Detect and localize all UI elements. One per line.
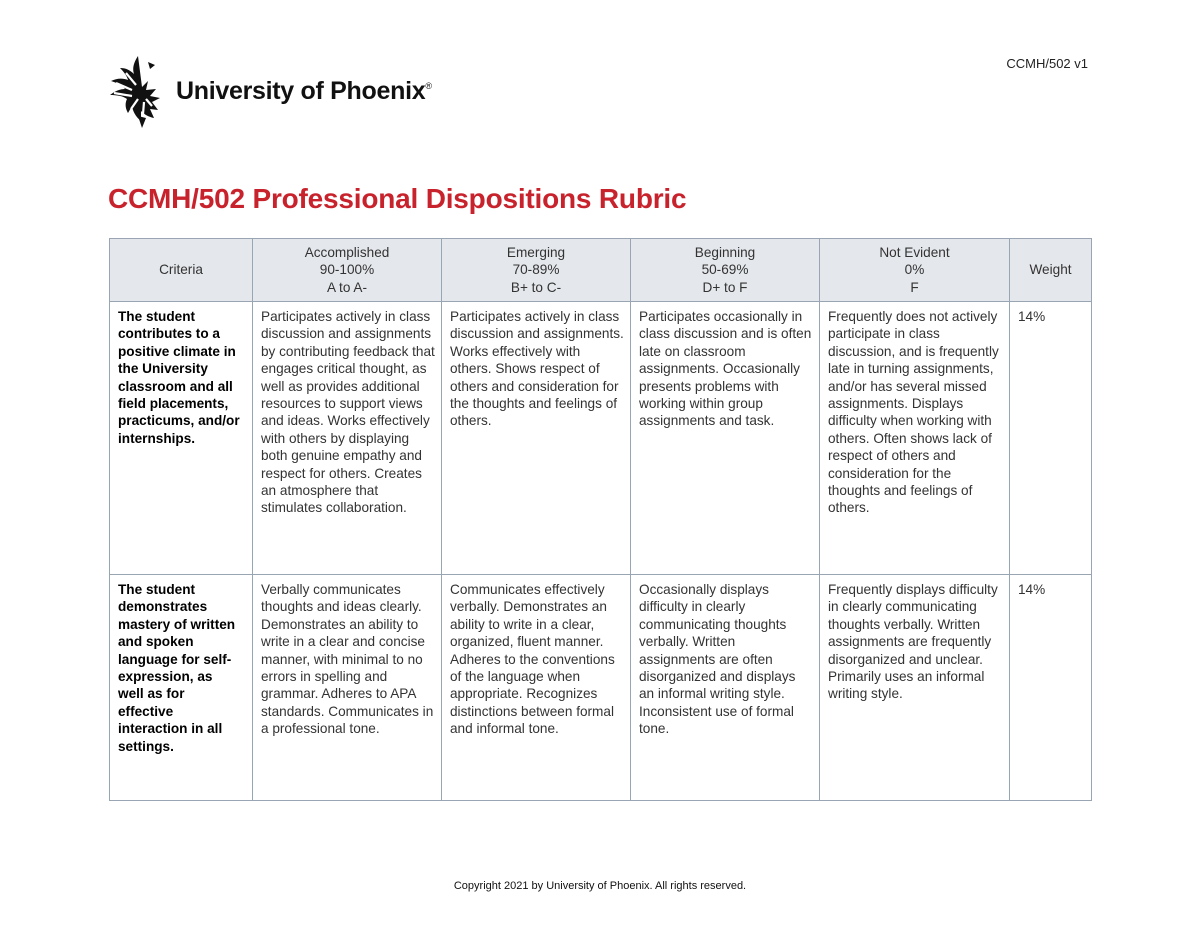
accomplished-cell: Verbally communicates thoughts and ideas clearly. Demonstrates an ability to write in a clear and concise manner, with minimal to no errors in spelling and grammar. Adheres to APA standards. Communicates in a professional tone. bbox=[253, 575, 442, 801]
not-evident-cell: Frequently does not actively participate in class discussion, and is frequently late in turning assignments, and/or has several missed assignments. Displays difficulty when working with others. Often shows lack of respect of others and consideration for the thoughts and feelings of others. bbox=[820, 302, 1010, 575]
beginning-cell: Participates occasionally in class discussion and is often late on classroom assignments. Occasionally presents problems with working within group assignments and task. bbox=[631, 302, 820, 575]
emerging-cell: Communicates effectively verbally. Demonstrates an ability to write in a clear, organized, fluent manner. Adheres to the conventions of the language when appropriate. Recognizes distinctions between formal and informal tone. bbox=[442, 575, 631, 801]
document-code: CCMH/502 v1 bbox=[1006, 56, 1088, 71]
weight-cell: 14% bbox=[1010, 575, 1092, 801]
header-criteria: Criteria bbox=[110, 239, 253, 302]
header-accomplished: Accomplished 90-100% A to A- bbox=[253, 239, 442, 302]
header-weight: Weight bbox=[1010, 239, 1092, 302]
copyright-footer: Copyright 2021 by University of Phoenix. All rights reserved. bbox=[453, 880, 747, 892]
rubric-table bbox=[109, 238, 1092, 801]
beginning-cell: Occasionally displays difficulty in clearly communicating thoughts verbally. Written assignments are often disorganized and displays an informal writing style. Inconsistent use of formal tone. bbox=[631, 575, 820, 801]
not-evident-cell: Frequently displays difficulty in clearly communicating thoughts verbally. Written assignments are frequently disorganized and unclear. Primarily uses an informal writing style. bbox=[820, 575, 1010, 801]
registered-mark: ® bbox=[425, 80, 432, 91]
logo-text: University of Phoenix bbox=[176, 76, 426, 105]
emerging-cell: Participates actively in class discussion and assignments. Works effectively with others. Shows respect of others and consideration for the thoughts and feelings of others. bbox=[442, 302, 631, 575]
university-logo bbox=[108, 54, 432, 128]
header-not-evident: Not Evident 0% F bbox=[820, 239, 1010, 302]
criteria-cell: The student demonstrates mastery of written and spoken language for self-expression, as well as for effective interaction in all settings. bbox=[110, 575, 253, 801]
header-beginning: Beginning 50-69% D+ to F bbox=[631, 239, 820, 302]
table-row bbox=[110, 302, 1092, 575]
criteria-cell: The student contributes to a positive climate in the University classroom and all field placements, practicums, and/or internships. bbox=[110, 302, 253, 575]
table-row bbox=[110, 575, 1092, 801]
accomplished-cell: Participates actively in class discussion and assignments by contributing feedback that engages critical thought, as well as provides additional resources to support views and ideas. Works effectively with others by displaying both genuine empathy and respect for others. Creates an atmosphere that stimulates collaboration. bbox=[253, 302, 442, 575]
weight-cell: 14% bbox=[1010, 302, 1092, 575]
table-header-row bbox=[110, 239, 1092, 302]
phoenix-bird-icon bbox=[108, 54, 170, 128]
logo-wordmark bbox=[176, 77, 432, 106]
page-title: CCMH/502 Professional Dispositions Rubric bbox=[108, 183, 687, 214]
header-emerging: Emerging 70-89% B+ to C- bbox=[442, 239, 631, 302]
